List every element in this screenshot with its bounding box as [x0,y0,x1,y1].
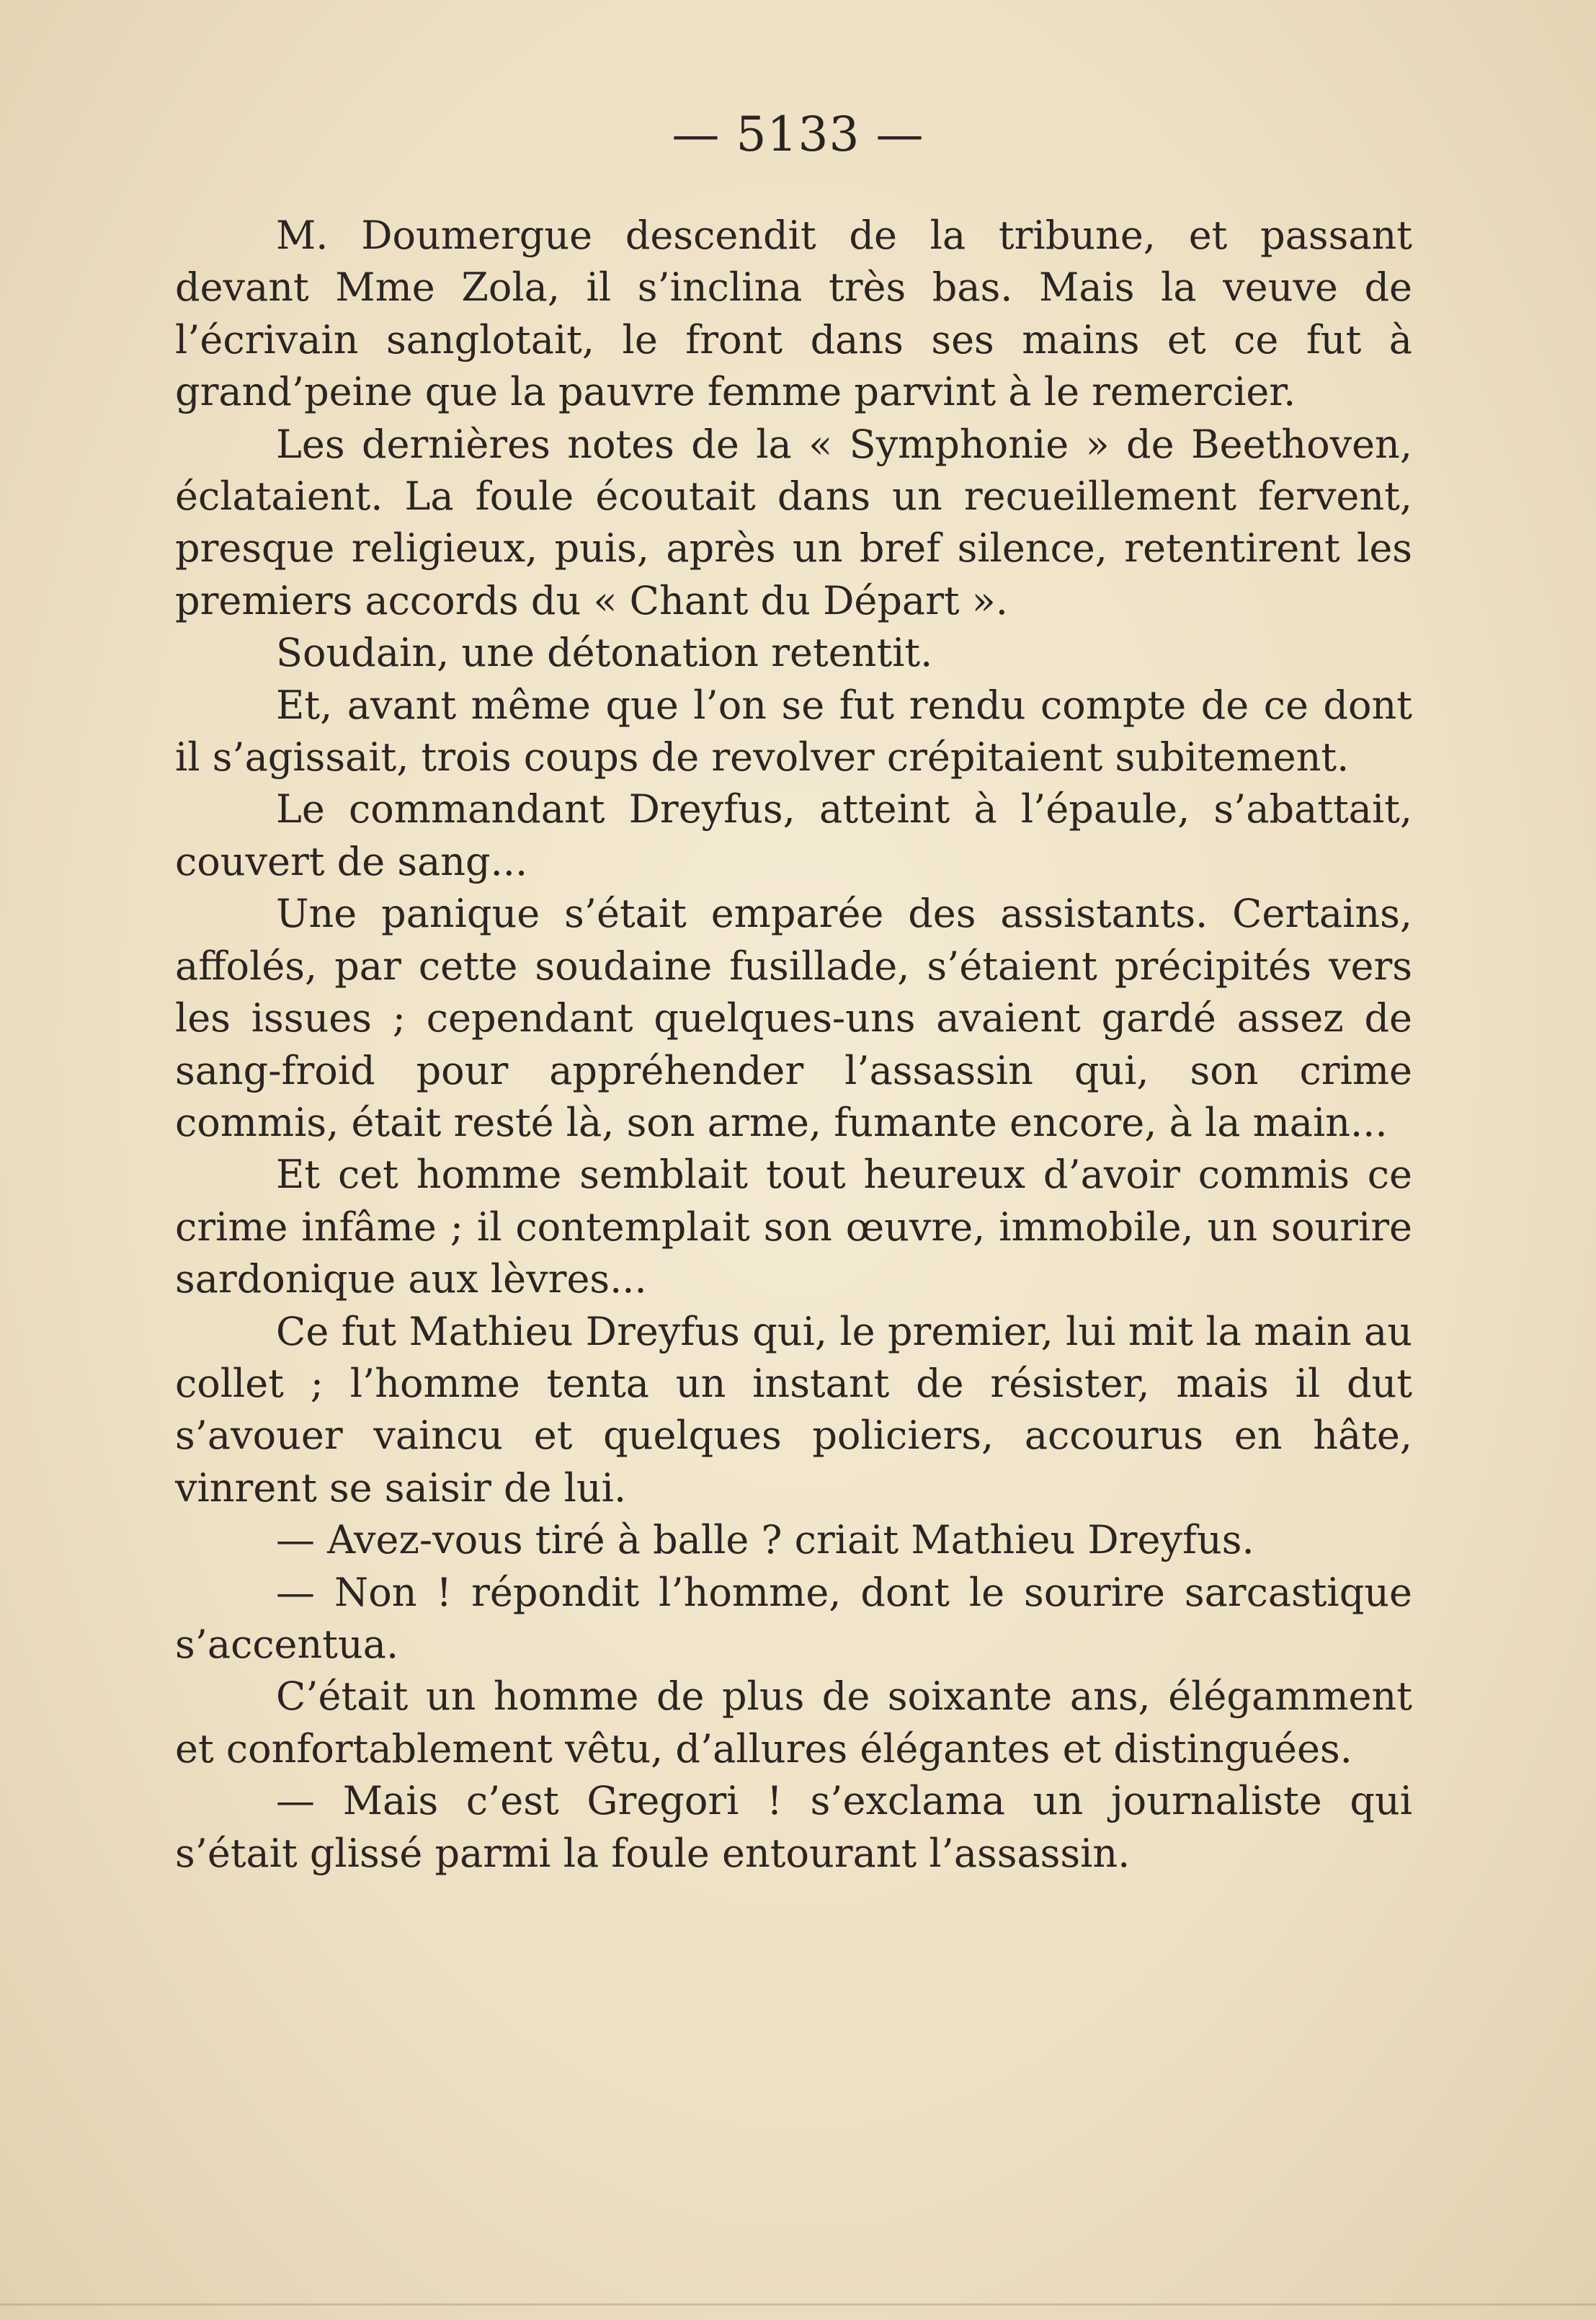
page-number: — 5133 — [672,107,924,162]
paragraph-2: Les dernières notes de la « Symphonie » de Beethoven, éclataient. La foule écoutait dans un recueillement fervent, presque religieux, puis, après un bref silence, retentirent les premiers accords du « Chant du Départ ». [175,421,1412,623]
paragraph-3: Soudain, une détonation retentit. [276,630,933,676]
body-text [175,210,1412,1880]
paragraph-12: — Mais c’est Gregori ! s’exclama un journaliste qui s’était glissé parmi la foule entourant l’assassin. [175,1778,1412,1876]
paragraph-6: Une panique s’était emparée des assistants. Certains, affolés, par cette soudaine fusillade, s’étaient précipités vers les issues ; cependant quelques-uns avaient gardé assez de sang-froid pour appréhender l’assassin qui, son crime commis, était resté là, son arme, fumante encore, à la main... [175,891,1412,1145]
paragraph-7: Et cet homme semblait tout heureux d’avoir commis ce crime infâme ; il contemplait son œuvre, immobile, un sourire sardonique aux lèvres... [175,1152,1412,1302]
paragraph-1: M. Doumergue descendit de la tribune, et passant devant Mme Zola, il s’inclina très bas. Mais la veuve de l’écrivain sanglotait, le front dans ses mains et ce fut à grand’peine que la pauvre femme parvint à le remercier. [175,213,1412,415]
paragraph-4: Et, avant même que l’on se fut rendu compte de ce dont il s’agissait, trois coups de revolver crépitaient subitement. [175,682,1412,781]
page-edge [0,2303,1596,2306]
paragraph-8: Ce fut Mathieu Dreyfus qui, le premier, lui mit la main au collet ; l’homme tenta un instant de résister, mais il dut s’avouer vaincu et quelques policiers, accourus en hâte, vinrent se saisir de lui. [175,1308,1412,1511]
paragraph-9: — Avez-vous tiré à balle ? criait Mathieu Dreyfus. [276,1517,1254,1563]
paragraph-10: — Non ! répondit l’homme, dont le sourire sarcastique s’accentua. [175,1569,1412,1667]
paragraph-5: Le commandant Dreyfus, atteint à l’épaule, s’abattait, couvert de sang... [175,786,1412,884]
paragraph-11: C’était un homme de plus de soixante ans, élégamment et confortablement vêtu, d’allures élégantes et distinguées. [175,1674,1412,1772]
